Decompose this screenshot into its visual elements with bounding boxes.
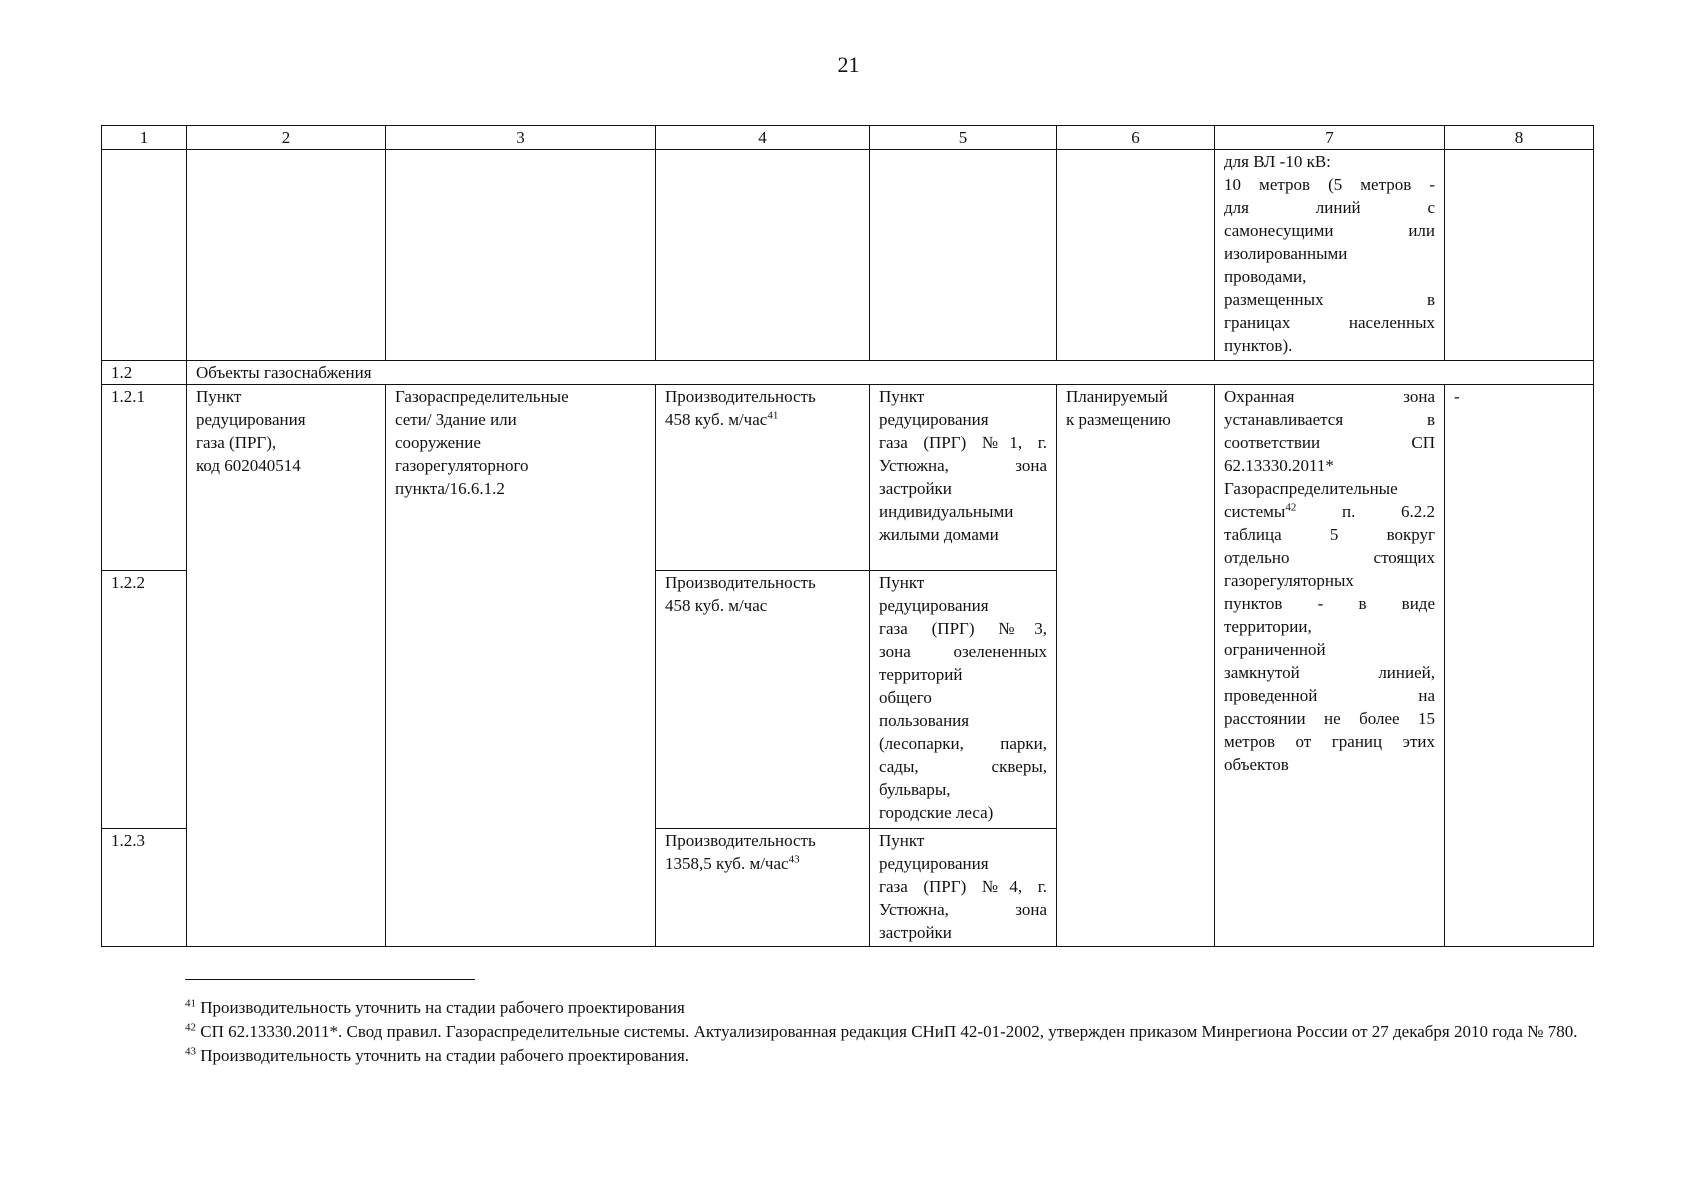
row-number: 1.2.3 — [102, 829, 187, 947]
object-type-cell — [386, 385, 656, 947]
text-line: соответствии СП — [1224, 433, 1435, 452]
text-line — [1224, 500, 1435, 523]
text-line: редуцирования — [879, 854, 989, 873]
empty-cell — [102, 150, 187, 361]
footnote-number: 42 — [185, 1021, 196, 1034]
column-header: 4 — [656, 126, 870, 150]
text-fragment: п. 6.2.2 — [1296, 502, 1435, 521]
row-number: 1.2.2 — [102, 571, 187, 829]
text-line: Устюжна, зона — [879, 456, 1047, 475]
empty-cell — [1445, 150, 1594, 361]
footnote-ref: 41 — [767, 409, 779, 422]
protection-zone-continued — [1215, 150, 1445, 361]
text-line: для линий с — [1224, 198, 1435, 217]
footnote-42 — [113, 1020, 1598, 1044]
text-line: пунктов). — [1224, 336, 1293, 355]
footnote-text: СП 62.13330.2011*. Свод правил. Газораспределительные системы. Актуализированная редакция СНиП 42-01-2002, утвержден приказом Минрегиона России от 27 декабря 2010 года № 780. — [200, 1022, 1578, 1041]
text-line: Планируемый — [1066, 387, 1168, 406]
capacity-cell — [656, 385, 870, 571]
text-line — [665, 852, 860, 875]
text-line: газорегуляторного — [395, 456, 529, 475]
empty-cell — [870, 150, 1057, 361]
text-line: проводами, — [1224, 267, 1307, 286]
footnote-number: 41 — [185, 997, 196, 1010]
text-line: замкнутой линией, — [1224, 663, 1435, 682]
text-line: Пункт — [879, 831, 925, 850]
footnote-ref: 42 — [1285, 501, 1297, 514]
column-number-row — [102, 126, 1594, 150]
text-line: Производительность — [665, 573, 816, 592]
capacity-cell — [656, 829, 870, 947]
text-line: изолированными — [1224, 244, 1348, 263]
section-number: 1.2 — [102, 361, 187, 385]
location-cell — [870, 829, 1057, 947]
status-cell — [1057, 385, 1215, 947]
footnote-divider — [185, 979, 475, 980]
text-line: отдельно стоящих — [1224, 548, 1435, 567]
location-cell — [870, 571, 1057, 829]
text-line: бульвары, — [879, 780, 951, 799]
text-line: самонесущими или — [1224, 221, 1435, 240]
text-line: индивидуальными — [879, 502, 1014, 521]
text-line: размещенных в — [1224, 290, 1435, 309]
text-line: газа (ПРГ) №4, г. — [879, 877, 1047, 896]
empty-cell — [187, 150, 386, 361]
text-line: общего — [879, 688, 932, 707]
section-row — [102, 361, 1594, 385]
text-line: (лесопарки, парки, — [879, 734, 1047, 753]
column-header: 8 — [1445, 126, 1594, 150]
footnote-ref: 43 — [788, 853, 800, 866]
column-header: 3 — [386, 126, 656, 150]
text-line: устанавливается в — [1224, 410, 1435, 429]
empty-cell — [386, 150, 656, 361]
text-line: Пункт — [879, 387, 925, 406]
table-row — [102, 385, 1594, 571]
section-title: Объекты газоснабжения — [187, 361, 1594, 385]
text-line: Устюжна, зона — [879, 900, 1047, 919]
footnote-text: Производительность уточнить на стадии рабочего проектирования — [200, 998, 685, 1017]
text-line: пункта/16.6.1.2 — [395, 479, 505, 498]
text-line: редуцирования — [879, 596, 989, 615]
text-line — [665, 408, 860, 431]
footnote-text: Производительность уточнить на стадии рабочего проектирования. — [200, 1046, 690, 1065]
column-header: 2 — [187, 126, 386, 150]
capacity-value: 1358,5 куб. м/час — [665, 854, 789, 873]
page-number: 21 — [837, 52, 860, 77]
text-line: редуцирования — [879, 410, 989, 429]
footnote-43 — [113, 1044, 1598, 1068]
text-line: 10 метров (5 метров - — [1224, 175, 1435, 194]
capacity-value: 458 куб. м/час — [665, 410, 768, 429]
text-line: Производительность — [665, 387, 816, 406]
text-line: Пункт — [879, 573, 925, 592]
text-line: пунктов - в виде — [1224, 594, 1435, 613]
text-line: Газораспределительные — [395, 387, 569, 406]
text-line: к размещению — [1066, 410, 1171, 429]
column-header: 6 — [1057, 126, 1215, 150]
text-line: для ВЛ -10 кВ: — [1224, 152, 1331, 171]
text-line: 458 куб. м/час — [665, 596, 768, 615]
column-header: 5 — [870, 126, 1057, 150]
text-line: Пункт — [196, 387, 242, 406]
text-line: сады, скверы, — [879, 757, 1047, 776]
object-name-cell — [187, 385, 386, 947]
empty-cell — [656, 150, 870, 361]
text-line: таблица 5 вокруг — [1224, 525, 1435, 544]
gas-supply-table — [101, 125, 1594, 947]
text-line: жилыми домами — [879, 525, 999, 544]
location-cell — [870, 385, 1057, 571]
text-line: ограниченной — [1224, 640, 1326, 659]
text-line: метров от границ этих — [1224, 732, 1435, 751]
text-line: территорий — [879, 665, 963, 684]
text-line: зона озелененных — [879, 642, 1047, 661]
text-line: Охранная зона — [1224, 387, 1435, 406]
text-line: объектов — [1224, 755, 1289, 774]
text-line: газа (ПРГ) №1, г. — [879, 433, 1047, 452]
text-fragment: системы — [1224, 502, 1286, 521]
text-line: сети/ Здание или — [395, 410, 517, 429]
text-line: территории, — [1224, 617, 1312, 636]
row-number: 1.2.1 — [102, 385, 187, 571]
text-line: границах населенных — [1224, 313, 1435, 332]
text-line: газорегуляторных — [1224, 571, 1354, 590]
text-line: Газораспределительные — [1224, 479, 1398, 498]
notes-cell: - — [1445, 385, 1594, 947]
footnotes — [113, 996, 1598, 1068]
empty-cell — [1057, 150, 1215, 361]
footnote-number: 43 — [185, 1045, 196, 1058]
continuation-row — [102, 150, 1594, 361]
text-line: проведенной на — [1224, 686, 1435, 705]
text-line: код 602040514 — [196, 456, 301, 475]
footnote-41 — [113, 996, 1598, 1020]
protection-zone-cell — [1215, 385, 1445, 947]
text-line: сооружение — [395, 433, 481, 452]
text-line: городские леса) — [879, 803, 994, 822]
text-line: редуцирования — [196, 410, 306, 429]
capacity-cell — [656, 571, 870, 829]
column-header: 1 — [102, 126, 187, 150]
text-line: расстоянии не более 15 — [1224, 709, 1435, 728]
text-line: застройки — [879, 479, 952, 498]
text-line: застройки — [879, 923, 952, 942]
column-header: 7 — [1215, 126, 1445, 150]
text-line: 62.13330.2011* — [1224, 456, 1334, 475]
text-line: газа (ПРГ), — [196, 433, 277, 452]
text-line: Производительность — [665, 831, 816, 850]
text-line: пользования — [879, 711, 970, 730]
text-line: газа (ПРГ) №3, — [879, 619, 1047, 638]
